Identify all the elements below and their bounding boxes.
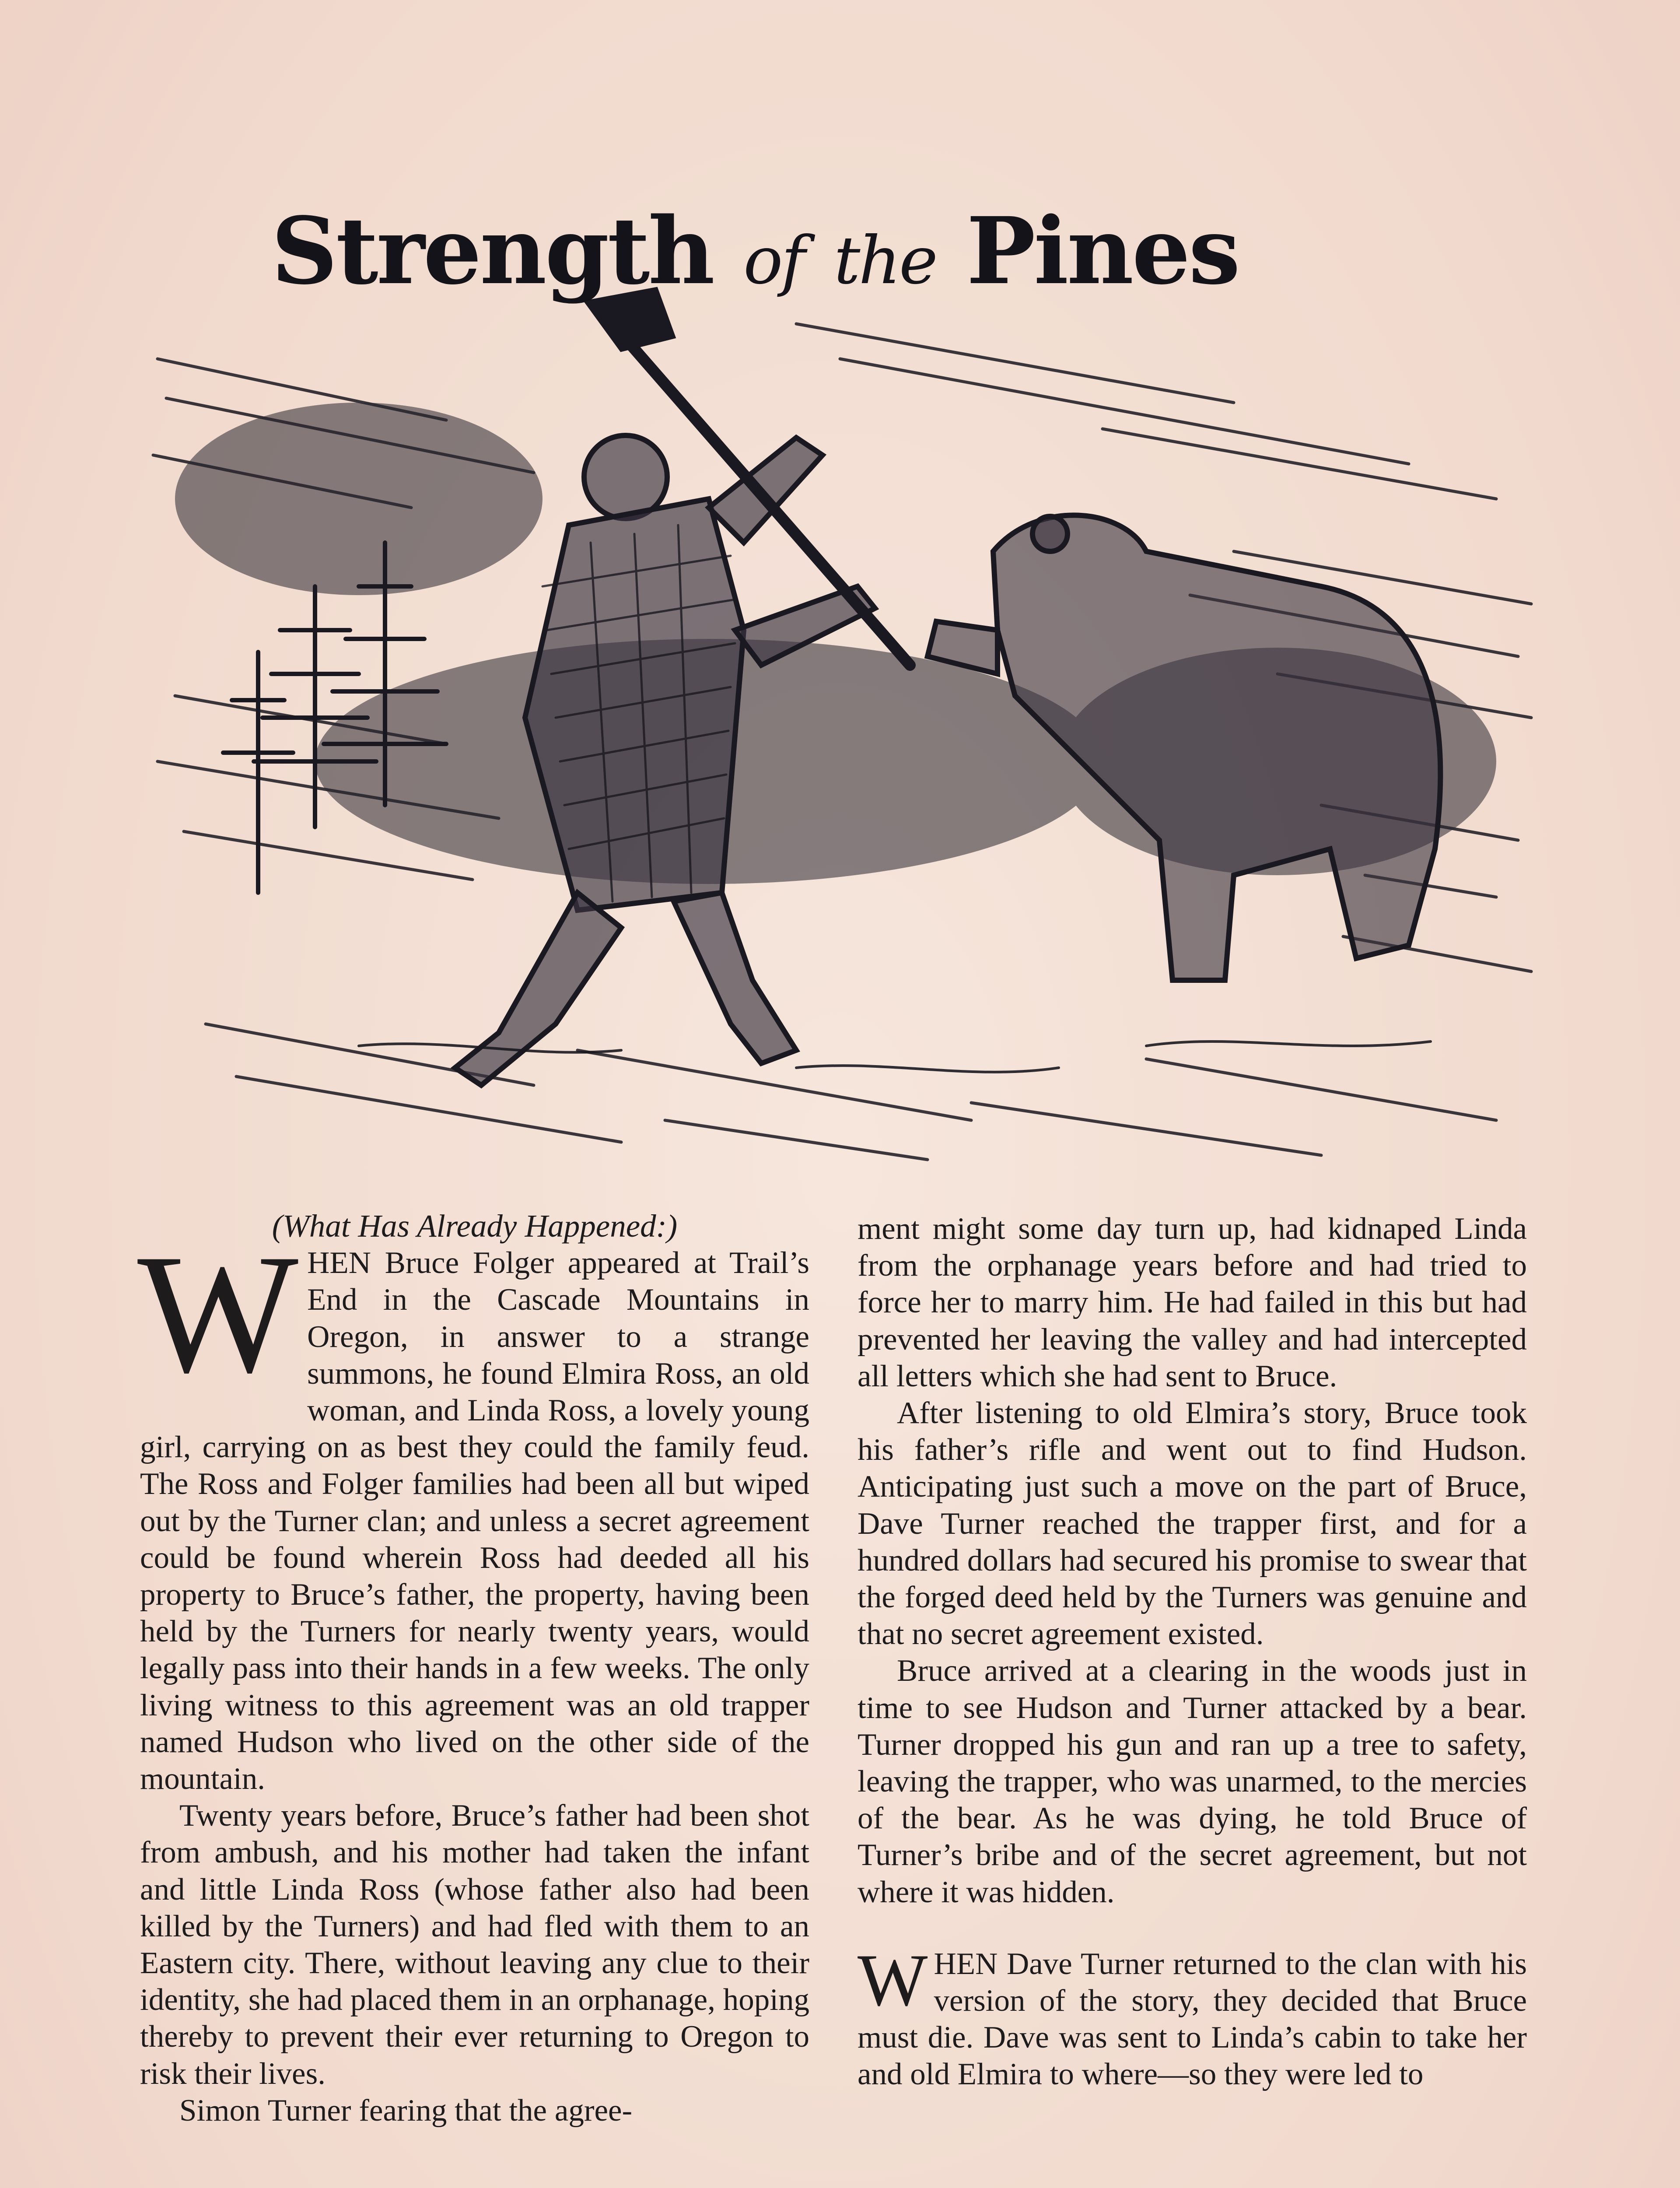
story-title [271,197,1365,328]
drop-cap-2: W [858,1939,928,2021]
paragraph-2: Twenty years before, Bruce’s father had been shot from ambush, and his mother had taken the infant and little Linda Ross (whose father also had been killed by the Turners) and had fled with them to an Eastern city. There, without leaving any clue to their identity, she had placed them in an orphanage, hoping thereby to prevent their ever returning to Oregon to risk their lives. [140,1799,809,2091]
drop-cap: W [137,1219,299,1409]
title-word-strength: Strength [271,197,714,305]
title-word-of: of [743,223,804,299]
text-column-left [137,1208,809,2129]
title-word-the: the [834,223,936,299]
title-word-pines: Pines [966,197,1239,305]
paragraph-3-continued: ment might some day turn up, had kidnaped Linda from the orphanage years before and had tried to force her to marry him. He had failed in this but had prevented her leaving the valley and had intercepted all letters which she had sent to Bruce. [858,1212,1527,1393]
section-gap [858,1911,1527,1946]
text-column-right [858,1210,1527,2093]
paragraph-5: Bruce arrived at a clearing in the woods just in time to see Hudson and Turner attacked by a bear. Turner dropped his gun and ran up a tree to safety, leaving the trapper, who was unarmed, to the mercies of the bear. As he was dying, he told Bruce of Turner’s bribe and of the secret agreement, but not where it was hidden. [858,1654,1527,1909]
paragraph-6-text: HEN Dave Turner returned to the clan with his version of the story, they decided that Bruce must die. Dave was sent to Linda’s cabin to take her and old Elmira to where—so they were led to [858,1946,1527,2092]
illustration-man-and-bear [140,193,1540,1164]
recap-heading: (What Has Already Happened:) [272,1208,678,1244]
paragraph-6 [858,1939,1527,2093]
paragraph-4: After listening to old Elmira’s story, Bruce took his father’s rifle and went out to find Hudson. Anticipating just such a move on the part of Bruce, Dave Turner reached the trapper first, and for a hundred dollars had secured his promise to swear that the forged deed held by the Turners was genuine and that no secret agreement existed. [858,1396,1527,1652]
paragraph-1-text: HEN Bruce Folger appeared at Trail’s End in the Cascade Mountains in Oregon, in answer to a strange summons, he found Elmira Ross, an old woman, and Linda Ross, a lovely young girl, carrying on as best they could the family feud. The Ross and Folger families had been all but wiped out by the Turner clan; and unless a secret agreement could be found wherein Ross had deeded all his property to Bruce’s father, the property, having been held by the Turners for nearly twenty years, would legally pass into their hands in a few weeks. The only living witness to this agreement was an old trapper named Hudson who lived on the other side of the mountain. [140,1246,809,1796]
paragraph-3-start: Simon Turner fearing that the agree- [179,2093,633,2128]
